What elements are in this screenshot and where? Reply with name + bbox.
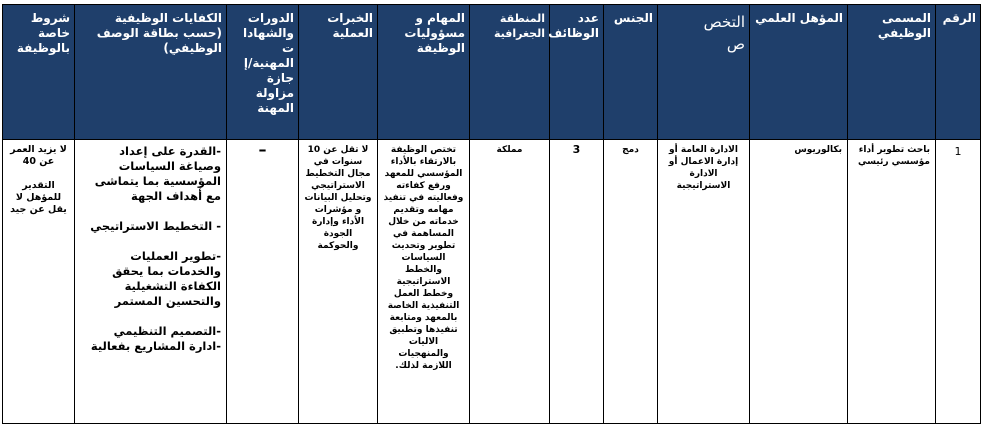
cell-competencies: -القدرة على إعداد وصياغة السياسات المؤسسية بما يتماشى مع أهداف الجهة - التخطيط الاستراتيجي -تطوير العمليات والخدمات بما يحقق الكفاءة التشغيلية والتحسين المستمر -التصميم التنظيمي -ادارة المشاريع بفعالية xyxy=(75,140,227,424)
cell-specialization: الادارة العامة أو إدارة الاعمال أو الادارة الاستراتيجية xyxy=(658,140,750,424)
cell-conditions: لا يزيد العمر عن 40 التقدير للمؤهل لا يقل عن جيد xyxy=(3,140,75,424)
header-competencies: الكفايات الوظيفية (حسب بطاقة الوصف الوظيفي) xyxy=(75,5,227,140)
cell-duties: تختص الوظيفة بالارتقاء بالأداء المؤسسي للمعهد ورفع كفاءته وفعاليته في تنفيذ مهامه وتقديم خدماته من خلال المساهمة في تطوير وتحديث السياسات والخطط الاستراتيجية وخطط العمل التنفيذية الخاصة بالمعهد ومتابعة تنفيذها وتطبيق الاليات والمنهجيات اللازمة لذلك. xyxy=(378,140,470,424)
cell-num: 1 xyxy=(936,140,981,424)
header-num: الرقم xyxy=(936,5,981,140)
header-qualification: المؤهل العلمي xyxy=(750,5,848,140)
header-gender: الجنس xyxy=(604,5,658,140)
table-row xyxy=(3,140,981,424)
header-experience: الخبرات العملية xyxy=(299,5,378,140)
cell-region: مملكة xyxy=(470,140,550,424)
cell-qualification: بكالوريوس xyxy=(750,140,848,424)
cell-gender: دمج xyxy=(604,140,658,424)
cell-courses: – xyxy=(227,140,299,424)
cell-job-title: باحث تطوير أداء مؤسسي رئيسي xyxy=(848,140,936,424)
header-row xyxy=(3,5,981,140)
header-job-count: عدد الوظائف xyxy=(550,5,604,140)
jobs-table xyxy=(2,4,981,424)
cell-job-count: 3 xyxy=(550,140,604,424)
header-duties: المهام و مسؤوليات الوظيفة xyxy=(378,5,470,140)
header-specialization: التخص ص xyxy=(658,5,750,140)
header-region: المنطقة الجغرافية xyxy=(470,5,550,140)
header-job-title: المسمى الوظيفي xyxy=(848,5,936,140)
cell-experience: لا تقل عن 10 سنوات في مجال التخطيط الاستراتيجي وتحليل البيانات و مؤشرات الأداء وإدارة الجودة والحوكمة xyxy=(299,140,378,424)
header-courses: الدورات والشهادا ت المهنية/إ جازة مزاولة المهنة xyxy=(227,5,299,140)
header-conditions: شروط خاصة بالوظيفة xyxy=(3,5,75,140)
